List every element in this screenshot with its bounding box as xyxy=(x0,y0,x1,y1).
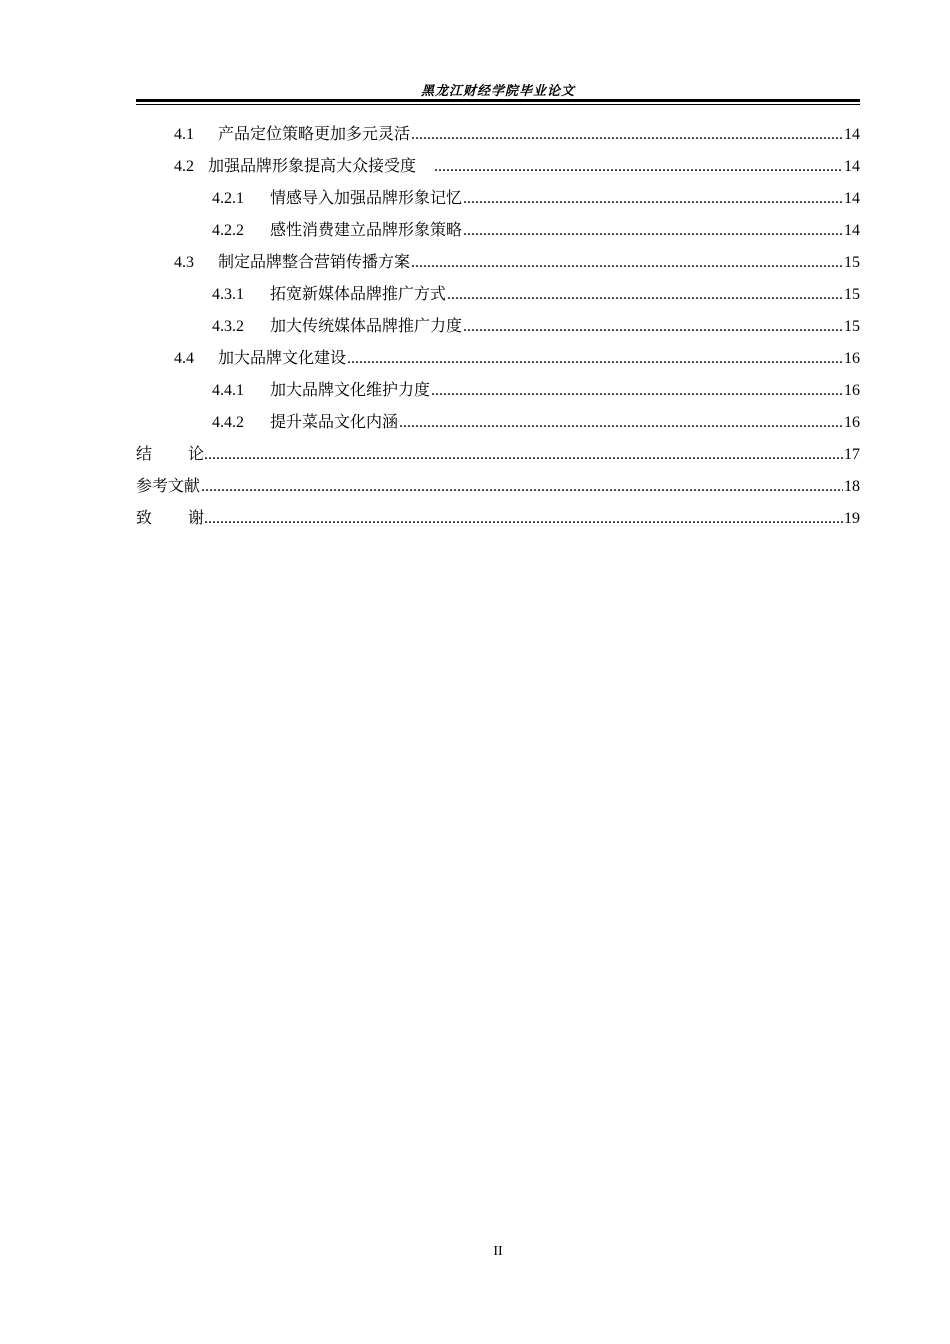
dot-leader xyxy=(463,183,843,215)
toc-entry-title: 结论 xyxy=(136,444,241,463)
toc-entry-title: 加大品牌文化建设 xyxy=(218,348,347,367)
toc-entry-number: 4.2 xyxy=(174,158,194,175)
dot-leader xyxy=(201,471,843,503)
toc-entry-4-2[interactable] xyxy=(136,150,860,182)
toc-entry-title: 产品定位策略更加多元灵活 xyxy=(218,124,411,143)
toc-entry-acknowledgements[interactable] xyxy=(136,502,860,534)
toc-entry-page: 15 xyxy=(844,318,860,335)
toc-entry-title: 加强品牌形象提高大众接受度 xyxy=(208,156,417,175)
toc-entry-number: 4.4.2 xyxy=(212,414,244,431)
running-header-title: 黑龙江财经学院毕业论文 xyxy=(420,84,575,99)
toc-entry-page: 15 xyxy=(844,254,860,271)
toc-entry-page: 14 xyxy=(844,222,860,239)
toc-entry-page: 16 xyxy=(844,350,860,367)
toc-entry-page: 14 xyxy=(844,126,860,143)
toc-entry-page: 14 xyxy=(844,190,860,207)
header-rule-thick xyxy=(136,99,860,102)
toc-entry-4-3-2[interactable] xyxy=(136,310,860,342)
dot-leader xyxy=(434,151,843,183)
table-of-contents xyxy=(136,118,860,534)
toc-entry-title: 拓宽新媒体品牌推广方式 xyxy=(270,284,447,303)
toc-entry-page: 14 xyxy=(844,158,860,175)
dot-leader xyxy=(411,119,843,151)
toc-entry-4-3[interactable] xyxy=(136,246,860,278)
toc-entry-page: 18 xyxy=(844,478,860,495)
toc-entry-title: 参考文献 xyxy=(136,476,201,495)
toc-entry-title: 致谢 xyxy=(136,508,241,527)
toc-entry-number: 4.3.2 xyxy=(212,318,244,335)
toc-entry-4-2-1[interactable] xyxy=(136,182,860,214)
toc-entry-4-4-2[interactable] xyxy=(136,406,860,438)
toc-entry-references[interactable] xyxy=(136,470,860,502)
header-rule-thin xyxy=(136,104,860,105)
toc-entry-page: 16 xyxy=(844,414,860,431)
dot-leader xyxy=(431,375,843,407)
toc-entry-page: 16 xyxy=(844,382,860,399)
dot-leader xyxy=(411,247,843,279)
dot-leader xyxy=(347,343,843,375)
dot-leader xyxy=(204,503,843,535)
toc-entry-4-3-1[interactable] xyxy=(136,278,860,310)
toc-entry-4-4-1[interactable] xyxy=(136,374,860,406)
toc-entry-conclusion[interactable] xyxy=(136,438,860,470)
toc-entry-4-4[interactable] xyxy=(136,342,860,374)
page-number: II xyxy=(493,1244,503,1259)
dot-leader xyxy=(463,215,843,247)
toc-entry-number: 4.3 xyxy=(174,254,194,271)
toc-entry-title: 感性消费建立品牌形象策略 xyxy=(270,220,463,239)
toc-entry-number: 4.1 xyxy=(174,126,194,143)
toc-entry-number: 4.4.1 xyxy=(212,382,244,399)
toc-entry-number: 4.2.2 xyxy=(212,222,244,239)
toc-entry-4-2-2[interactable] xyxy=(136,214,860,246)
toc-entry-page: 15 xyxy=(844,286,860,303)
toc-entry-page: 19 xyxy=(844,510,860,527)
toc-entry-title: 情感导入加强品牌形象记忆 xyxy=(270,188,463,207)
toc-entry-title: 制定品牌整合营销传播方案 xyxy=(218,252,411,271)
toc-entry-number: 4.3.1 xyxy=(212,286,244,303)
dot-leader xyxy=(463,311,843,343)
dot-leader xyxy=(399,407,843,439)
dot-leader xyxy=(204,439,843,471)
dot-leader xyxy=(447,279,843,311)
toc-entry-title: 加大传统媒体品牌推广力度 xyxy=(270,316,463,335)
toc-entry-title: 提升菜品文化内涵 xyxy=(270,412,399,431)
toc-entry-number: 4.4 xyxy=(174,350,194,367)
toc-entry-4-1[interactable] xyxy=(136,118,860,150)
toc-entry-page: 17 xyxy=(844,446,860,463)
toc-entry-title: 加大品牌文化维护力度 xyxy=(270,380,431,399)
toc-entry-number: 4.2.1 xyxy=(212,190,244,207)
